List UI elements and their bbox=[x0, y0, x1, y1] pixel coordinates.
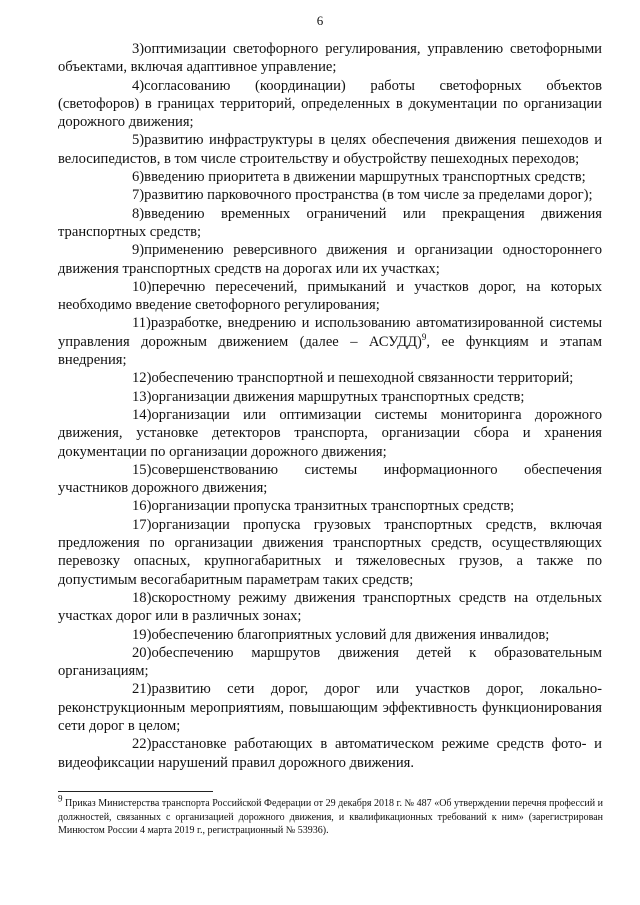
item-number: 3) bbox=[132, 41, 145, 57]
item-number: 14) bbox=[132, 406, 152, 423]
footnote-divider bbox=[58, 791, 213, 792]
item-text: оптимизации светофорного регулирования, управлению светофорными объектами, включая адаптивное управление; bbox=[58, 41, 602, 76]
item-text: скоростному режиму движения транспортных средств на отдельных участках дорог или в различных зонах; bbox=[58, 589, 602, 625]
list-item bbox=[58, 626, 602, 644]
list-item bbox=[58, 516, 602, 589]
list-item bbox=[58, 406, 602, 461]
list-item bbox=[58, 314, 602, 369]
item-number: 17) bbox=[132, 516, 152, 533]
page-number: 6 bbox=[316, 13, 324, 28]
item-number: 6) bbox=[132, 169, 145, 186]
item-text: организации или оптимизации системы мониторинга дорожного движения, установке детекторов транспорта, организации сбора и хранения документации по организации дорожного движения; bbox=[58, 406, 602, 460]
item-number: 15) bbox=[132, 461, 152, 478]
list-item bbox=[58, 680, 602, 735]
footnote-reference: 9 bbox=[421, 331, 427, 342]
item-number: 5) bbox=[132, 132, 145, 149]
item-text: согласованию (координации) работы светофорных объектов (светофоров) в границах территорий, определенных в документации по организации дорожного движения; bbox=[58, 77, 602, 131]
item-text: обеспечению транспортной и пешеходной связанности территорий; bbox=[151, 370, 574, 387]
item-number: 7) bbox=[132, 187, 145, 204]
item-text: организации движения маршрутных транспортных средств; bbox=[151, 388, 525, 405]
list-item bbox=[58, 388, 602, 406]
list-item bbox=[58, 205, 602, 242]
footnote-mark: 9 bbox=[58, 793, 63, 804]
item-text-after: , ее функциям и этапам внедрения; bbox=[58, 333, 602, 369]
item-text: организации пропуска транзитных транспортных средств; bbox=[151, 498, 515, 515]
item-text: развитию сети дорог, дорог или участков дорог, локально-реконструкционным мероприятиям, повышающим эффективность функционирования сети дорог в целом; bbox=[58, 681, 602, 734]
item-text: введению временных ограничений или прекращения движения транспортных средств; bbox=[58, 205, 602, 240]
list-item bbox=[58, 369, 602, 387]
item-text: совершенствованию системы информационного обеспечения участников дорожного движения; bbox=[58, 461, 602, 497]
list-item bbox=[58, 186, 602, 204]
item-text: развитию инфраструктуры в целях обеспечения движения пешеходов и велосипедистов, в том числе строительству и обустройству пешеходных переходов; bbox=[58, 132, 602, 167]
list-item bbox=[58, 735, 602, 772]
list-item bbox=[58, 168, 602, 186]
list-item bbox=[58, 241, 602, 278]
item-number: 11) bbox=[132, 315, 151, 332]
item-number: 22) bbox=[132, 736, 152, 753]
list-item bbox=[58, 497, 602, 515]
item-number: 10) bbox=[132, 278, 152, 295]
item-text: обеспечению маршрутов движения детей к образовательным организациям; bbox=[58, 644, 602, 680]
item-text: применению реверсивного движения и организации одностороннего движения транспортных средств на дорогах или их участках; bbox=[58, 242, 602, 277]
list-item bbox=[58, 40, 602, 77]
item-number: 8) bbox=[132, 205, 145, 222]
list-item bbox=[58, 278, 602, 315]
item-text: развитию парковочного пространства (в том числе за пределами дорог); bbox=[144, 187, 593, 204]
item-number: 18) bbox=[132, 589, 152, 606]
item-text: организации пропуска грузовых транспортных средств, включая предложения по организации движения транспортных средств, осуществляющих перевозку опасных, крупногабаритных и тяжеловесных грузов, а также по допустимым весогабаритным параметрам таких средств; bbox=[58, 516, 602, 588]
item-number: 9) bbox=[132, 242, 145, 259]
footnote bbox=[58, 793, 604, 838]
item-number: 20) bbox=[132, 644, 152, 661]
list-item bbox=[58, 589, 602, 626]
list-item bbox=[58, 644, 602, 681]
list-item bbox=[58, 77, 602, 132]
item-number: 13) bbox=[132, 388, 152, 405]
item-number: 12) bbox=[132, 370, 152, 387]
item-text: разработке, внедрению и использованию автоматизированной системы управления дорожным движением (далее – АСУДД) bbox=[58, 315, 602, 350]
document-body bbox=[58, 40, 602, 772]
item-number: 16) bbox=[132, 498, 152, 515]
footnote-text: Приказ Министерства транспорта Российской Федерации от 29 декабря 2018 г. № 487 «Об утверждении перечня профессий и должностей, связанных с организацией дорожного движения, и квалификационных требований к ним» (зарегистрирован Минюстом России 4 марта 2019 г., регистрационный № 53936). bbox=[58, 798, 604, 836]
item-text: расстановке работающих в автоматическом режиме средств фото- и видеофиксации нарушений правил дорожного движения. bbox=[58, 736, 602, 771]
list-item bbox=[58, 131, 602, 168]
item-text: обеспечению благоприятных условий для движения инвалидов; bbox=[151, 626, 550, 643]
item-number: 4) bbox=[132, 77, 145, 94]
item-number: 21) bbox=[132, 681, 152, 698]
item-text: перечню пересечений, примыканий и участков дорог, на которых необходимо введение светофорного регулирования; bbox=[58, 278, 602, 314]
list-item bbox=[58, 461, 602, 498]
item-text: введению приоритета в движении маршрутных транспортных средств; bbox=[144, 169, 586, 186]
item-number: 19) bbox=[132, 626, 152, 643]
